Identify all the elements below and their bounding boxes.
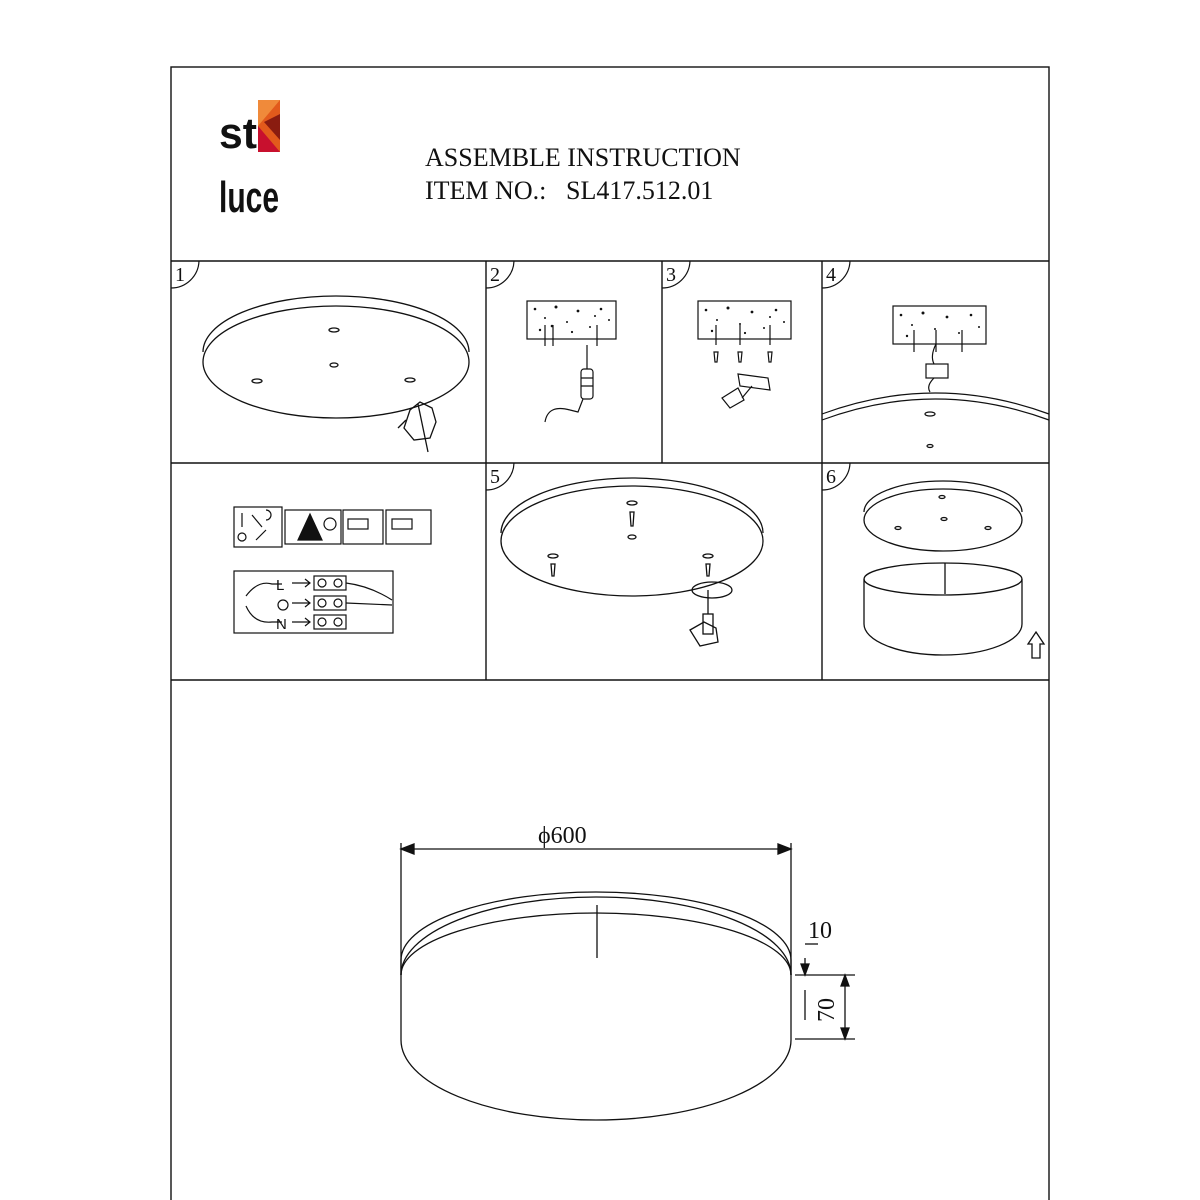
dimension-drawing [401,843,855,1120]
step-tab-5 [486,463,514,490]
step-tab-2 [486,261,514,288]
item-number-value: SL417.512.01 [566,176,714,205]
terminal-row-2 [314,596,346,610]
wire-label-neutral: N [276,616,287,633]
drill-icon [545,345,593,422]
step-number-1: 1 [175,264,185,286]
step-tab-3 [662,261,690,288]
terminal-row-1 [314,576,346,590]
terminal-row-3 [314,615,346,629]
dimension-diameter: ϕ600 [538,823,587,849]
ceiling-block [527,301,616,339]
arrow-up-icon [1028,632,1044,658]
brand-logo [219,100,280,222]
step-tab-4 [822,261,850,288]
brand-text-top: st [219,109,258,158]
brand-text-bottom: luce [219,173,279,222]
wiring-symbols-panel [234,507,431,633]
step-5-screw-drawing [501,478,763,646]
wire-label-live: L [276,577,285,594]
dimension-top-height: 10 [808,918,832,944]
step-1-base-plate-drawing [203,296,469,452]
ceiling-speckle-pattern [705,307,785,335]
dimension-body-height: 70 [814,998,840,1022]
logo-mark-icon [258,100,280,152]
document-title: ASSEMBLE INSTRUCTION [425,143,741,172]
step-number-3: 3 [666,264,676,286]
step-number-5: 5 [490,466,500,488]
screwdriver-icon [690,582,732,646]
terminal-strip-symbol-b [386,510,431,544]
step-3-hammer-drawing [698,301,791,408]
ceiling-block [893,306,986,344]
terminal-strip-symbol-a [343,510,383,544]
step-number-6: 6 [826,466,836,488]
step-4-connect-drawing [822,306,1049,448]
step-number-4: 4 [826,264,836,286]
hand-icon [398,402,436,452]
step-tab-1 [171,261,199,288]
terminal-block-icon [926,344,948,392]
step-2-drill-drawing [527,301,616,422]
ceiling-speckle-pattern [900,312,980,338]
step-6-cover-drawing [864,481,1044,658]
item-number-label: ITEM NO.: [425,176,547,205]
hammer-icon [722,374,770,408]
step-tab-6 [822,463,850,490]
step-number-2: 2 [490,264,500,286]
